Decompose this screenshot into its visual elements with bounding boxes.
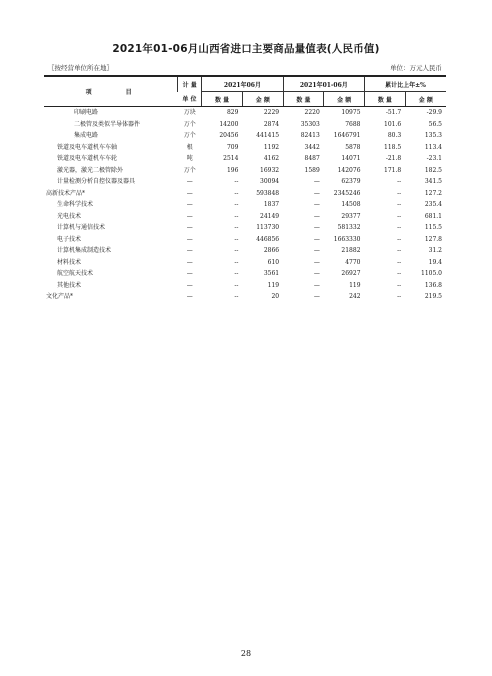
row-unit: — xyxy=(186,258,193,266)
month-qty: 196 xyxy=(226,166,239,174)
ytd-qty: — xyxy=(313,293,320,300)
row-unit: 吨 xyxy=(186,155,193,162)
table-row xyxy=(44,280,446,292)
row-name: 集成电路 xyxy=(74,132,99,139)
month-qty: -- xyxy=(234,270,239,277)
growth-amount: -23.1 xyxy=(426,155,442,162)
table-row xyxy=(44,119,446,131)
month-qty: -- xyxy=(234,189,239,197)
month-amount: 2866 xyxy=(263,247,280,254)
ytd-qty: — xyxy=(313,178,320,185)
ytd-qty: 8487 xyxy=(304,155,320,162)
growth-amount: 31.2 xyxy=(428,247,442,254)
growth-qty: -- xyxy=(397,212,402,220)
row-name: 文化产品* xyxy=(46,293,74,300)
amount-header: 金 额 xyxy=(405,92,446,107)
row-unit: — xyxy=(186,201,193,208)
growth-qty: 80.3 xyxy=(387,132,402,139)
ytd-amount: 62379 xyxy=(341,178,361,185)
row-name: 印刷电路 xyxy=(74,109,99,116)
ytd-amount: 26927 xyxy=(341,270,361,277)
ytd-qty: 3442 xyxy=(304,143,320,151)
ytd-qty: 82413 xyxy=(300,132,320,139)
month-amount: 113730 xyxy=(256,224,280,231)
month-amount: 2229 xyxy=(263,109,280,116)
row-unit: — xyxy=(186,224,193,231)
ytd-qty: — xyxy=(313,281,320,289)
month-amount: 30094 xyxy=(260,178,280,185)
row-name: 电子技术 xyxy=(57,235,82,243)
amount-header: 金 额 xyxy=(242,92,283,107)
table-row xyxy=(44,291,446,303)
row-name: 光电技术 xyxy=(57,212,82,220)
month-qty: 2514 xyxy=(223,155,239,162)
growth-qty: -21.8 xyxy=(385,155,402,162)
unit-note: 单位：万元人民币 xyxy=(390,64,442,72)
ytd-qty: — xyxy=(313,235,320,243)
ytd-qty: — xyxy=(313,189,320,197)
item-header: 项 目 xyxy=(44,76,178,107)
row-name: 计量检测分析自控仪器及器具 xyxy=(57,178,136,185)
row-name: 铁道及电车道机车车轴 xyxy=(57,143,118,151)
growth-amount: 135.3 xyxy=(424,132,442,139)
growth-qty: -- xyxy=(397,178,402,185)
page-title: 2021年01-06月山西省进口主要商品量值表(人民币值) xyxy=(112,43,380,55)
qty-header: 数 量 xyxy=(365,92,406,107)
month-amount: 24149 xyxy=(260,212,280,220)
ytd-amount: 10975 xyxy=(341,109,361,116)
ytd-amount: 14071 xyxy=(341,155,361,162)
month-amount: 1192 xyxy=(263,143,280,151)
row-unit: 万个 xyxy=(183,166,196,174)
row-name: 二极管及类似半导体器件 xyxy=(74,120,141,128)
ytd-amount: 4770 xyxy=(345,258,361,266)
growth-amount: 235.4 xyxy=(424,201,442,208)
month-qty: 709 xyxy=(226,143,239,151)
row-unit: — xyxy=(186,281,193,289)
table-row xyxy=(44,211,446,223)
month-amount: 119 xyxy=(267,281,280,289)
growth-amount: 219.5 xyxy=(424,293,442,300)
row-unit: 万块 xyxy=(183,109,196,116)
row-unit: 万个 xyxy=(183,120,196,128)
growth-amount: 182.5 xyxy=(424,166,442,174)
unit-header-top: 计 量 xyxy=(178,76,202,92)
row-name: 铁道及电车道机车车轮 xyxy=(57,155,118,162)
row-unit: — xyxy=(186,293,193,300)
row-unit: — xyxy=(186,189,193,197)
month-amount: 20 xyxy=(271,293,280,300)
growth-amount: 115.5 xyxy=(424,224,442,231)
growth-qty: 101.6 xyxy=(384,120,402,128)
period2-header: 2021年01-06月 xyxy=(283,76,364,92)
amount-header: 金 额 xyxy=(324,92,365,107)
month-amount: 16932 xyxy=(260,166,280,174)
row-unit: 万个 xyxy=(183,132,196,139)
ytd-qty: — xyxy=(313,258,320,266)
month-qty: -- xyxy=(234,258,239,266)
month-qty: 20456 xyxy=(219,132,239,139)
ytd-qty: — xyxy=(313,247,320,254)
growth-qty: 171.8 xyxy=(384,166,402,174)
growth-qty: -- xyxy=(397,293,402,300)
month-qty: -- xyxy=(234,247,239,254)
growth-amount: 127.2 xyxy=(424,189,442,197)
row-unit: — xyxy=(186,247,193,254)
ytd-amount: 1663330 xyxy=(333,235,361,243)
row-unit: — xyxy=(186,212,193,220)
growth-qty: 118.5 xyxy=(384,143,402,151)
month-qty: -- xyxy=(234,212,239,220)
row-name: 高新技术产品* xyxy=(46,189,86,197)
month-qty: -- xyxy=(234,178,239,185)
growth-qty: -51.7 xyxy=(385,109,402,116)
import-table xyxy=(44,75,446,303)
table-row xyxy=(44,222,446,234)
ytd-qty: — xyxy=(313,201,320,208)
month-amount: 610 xyxy=(267,258,280,266)
ytd-qty: — xyxy=(313,270,320,277)
row-name: 激光器，激光二极管除外 xyxy=(57,166,124,174)
month-qty: -- xyxy=(234,235,239,243)
growth-qty: -- xyxy=(397,201,402,208)
growth-qty: -- xyxy=(397,189,402,197)
ytd-amount: 242 xyxy=(349,293,361,300)
month-qty: 14200 xyxy=(219,120,239,128)
ytd-amount: 1646791 xyxy=(333,132,361,139)
month-qty: -- xyxy=(234,281,239,289)
qty-header: 数 量 xyxy=(283,92,324,107)
table-row xyxy=(44,188,446,200)
month-amount: 1837 xyxy=(263,201,280,208)
row-unit: 根 xyxy=(186,143,193,151)
ytd-qty: — xyxy=(313,212,320,220)
growth-amount: 681.1 xyxy=(424,212,442,220)
ytd-amount: 5878 xyxy=(345,143,361,151)
growth-qty: -- xyxy=(397,224,402,231)
month-amount: 2874 xyxy=(263,120,280,128)
table-row xyxy=(44,153,446,165)
ytd-qty: 2220 xyxy=(304,109,320,116)
ytd-qty: 35303 xyxy=(300,120,320,128)
growth-qty: -- xyxy=(397,235,402,243)
row-unit: — xyxy=(186,270,193,277)
table-row xyxy=(44,234,446,246)
month-amount: 441415 xyxy=(256,132,280,139)
row-name: 其他技术 xyxy=(57,281,82,289)
ytd-amount: 7688 xyxy=(345,120,361,128)
row-unit: — xyxy=(186,235,193,243)
row-unit: — xyxy=(186,178,193,185)
table-row xyxy=(44,107,446,119)
growth-amount: 19.4 xyxy=(428,258,442,266)
growth-header: 累计比上年±% xyxy=(365,76,446,92)
scope-note: 〖按经营单位所在地〗 xyxy=(48,64,113,72)
ytd-amount: 29377 xyxy=(341,212,361,220)
row-name: 航空航天技术 xyxy=(57,270,94,277)
table-row xyxy=(44,165,446,177)
table-row xyxy=(44,142,446,154)
qty-header: 数 量 xyxy=(202,92,243,107)
growth-qty: -- xyxy=(397,270,402,277)
growth-qty: -- xyxy=(397,247,402,254)
table-row xyxy=(44,257,446,269)
unit-header-bottom: 单 位 xyxy=(178,92,202,107)
month-amount: 3561 xyxy=(263,270,280,277)
ytd-amount: 581332 xyxy=(337,224,361,231)
table-row xyxy=(44,268,446,280)
month-amount: 4162 xyxy=(263,155,280,162)
growth-amount: 1105.0 xyxy=(421,270,442,277)
period1-header: 2021年06月 xyxy=(202,76,283,92)
page-number: 28 xyxy=(240,649,252,658)
table-row xyxy=(44,245,446,257)
table-row xyxy=(44,199,446,211)
growth-amount: 136.8 xyxy=(424,281,442,289)
ytd-amount: 119 xyxy=(349,281,361,289)
row-name: 生命科学技术 xyxy=(57,201,94,208)
ytd-amount: 14508 xyxy=(341,201,361,208)
row-name: 计算机集成制造技术 xyxy=(57,247,112,254)
growth-amount: 56.5 xyxy=(428,120,442,128)
month-qty: -- xyxy=(234,293,239,300)
ytd-qty: — xyxy=(313,224,320,231)
month-amount: 593848 xyxy=(256,189,280,197)
table-row xyxy=(44,130,446,142)
growth-amount: 341.5 xyxy=(424,178,442,185)
ytd-amount: 142076 xyxy=(337,166,361,174)
row-name: 计算机与通信技术 xyxy=(57,224,106,231)
growth-qty: -- xyxy=(397,258,402,266)
row-name: 材料技术 xyxy=(57,258,82,266)
growth-amount: 127.8 xyxy=(424,235,442,243)
month-qty: 829 xyxy=(226,109,239,116)
growth-amount: 113.4 xyxy=(424,143,442,151)
ytd-qty: 1589 xyxy=(304,166,320,174)
growth-qty: -- xyxy=(397,281,402,289)
growth-amount: -29.9 xyxy=(426,109,442,116)
month-amount: 446856 xyxy=(256,235,280,243)
ytd-amount: 2345246 xyxy=(333,189,361,197)
month-qty: -- xyxy=(234,201,239,208)
ytd-amount: 21882 xyxy=(341,247,361,254)
month-qty: -- xyxy=(234,224,239,231)
table-row xyxy=(44,176,446,188)
